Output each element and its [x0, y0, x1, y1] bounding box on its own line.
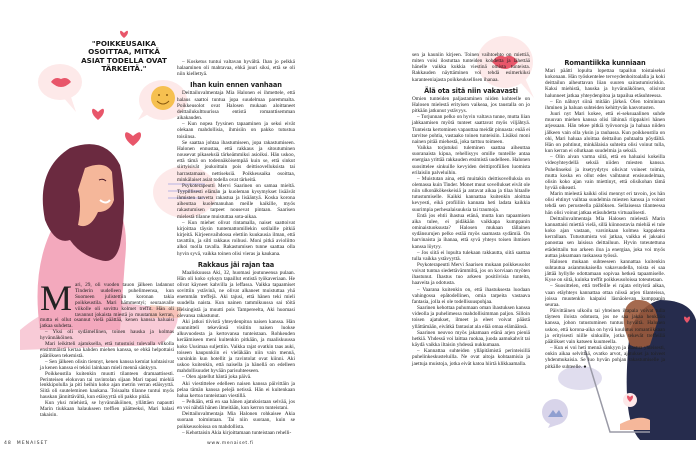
paragraph: Poikkeustila kuitenkin muutti tilanteen dramaattisesti. Perinteisen elokuvan tai ravintolan sijaan Mari tapasi miehiä lenkkipolulla ja piti heihin koko ajan metrin verran etäisyyttä. Siitä oli suuteleminen kaukana. Toisaalta tilanne tuntui myös hauskan jännittävältä, kun etäisyyttä oli pakko pitää.: [40, 370, 174, 401]
paragraph: – Sen jälkeen olisin tiennyt, kenen kanssa kemiat kohtaisivat ja kenen kanssa ei tekisi lainkaan mieli mennä sänkyyn.: [40, 358, 174, 371]
heart-icon: [125, 132, 141, 146]
paragraph: Entä jos ehtii ihastua etänä, mutta kun tapaamisen aika tulee, ei pidäkään vaikkapa kumppanin ominaistuoksusta? Halosen mukaan tällainen sydänsurujen pelko estää myös saamasta sydämiä. On harvinaista ja ihanaa, että syvä yhteys toisen ihmisen kanssa löytyy.: [412, 212, 530, 250]
paragraph: Deittailuvalmentaja Mia Halonen rohkaisee Akia suoraan toimintaan. Tai niin suoraan, kuin se poikkeusoloissa on mahdollista.: [177, 411, 295, 430]
paragraph: – Muistutan aina, että muitakin deittisovelluksia on olemassa kuin Tinder. Monet muut sovellukset eivät ole niin ulkonäkökeskeisiä ja antavat aikaa ja tilaa hitaalle tutustumiselle. Kaikki kannattaa kuitenkin aloittaa kevyesti, eikä profiiliin kannata heti ladata kaikkia suurimpia perhesalaisuuksia tai traumoja.: [412, 175, 530, 213]
drop-cap: M: [40, 278, 73, 318]
section-heading: Rakkaus jäi rajan taa: [197, 260, 275, 269]
column-c: [412, 52, 530, 432]
article-intro: [40, 278, 174, 330]
paragraph: Deittailuvalmentaja Mia Halosen mielestä Marin kannattaisi miettiä vielä, sillä kiinnostavia miehiä ei tule koko ajan vastaan, varsinkaan kolmea kappaletta kerrallaan. Tutustumista voi jatkaa, vaikka ei jaksaisi panostaa sen laisissa deittailuun. Hyvin toteutettuna etädeittailu tuo arkeen iloa ja energiaa, joka voi myös auttaa jaksamaan raskaassa työssä.: [545, 215, 665, 259]
paragraph: – Pelkään, että en saa hänen ajatuksistaan selvää, jos en voi nähdä hänen ilmeitään, kun kerron tunteistani.: [177, 398, 295, 412]
section-heading: Älä ota sitä niin vakavasti: [424, 86, 518, 95]
paragraph: Psykoterapeutti Mervi Saarisen mukaan poikkeusolot voivat tuntua siedettävämmiltä, jos on korviaan myöten ihastunut. Ihastus tuo arkeen positiivisia tunteita, haaveita ja odotusta.: [412, 262, 530, 287]
paragraph: – Kun ei voi heti mennä sänkyyn ja ihastua yhteisesti, onkin aikaa selvittää, ovatko arvot, ajatukset ja toiveet yhdenmukaisia. Se luo hyvän pohjan rakastumiselle ja pitkälle suhteelle. ●: [545, 345, 665, 370]
page-number: 48: [4, 441, 12, 446]
paragraph: Maaliskuussa Aki, 32, huomasi joutuneensa pulaan. Hän oli koko syksyn tapaillut entistä työkaveriaan. He olivat käyneet kahvilla ja leffassa. Vaikka tapaamiset sovittiin ystävinä, ne olivat alkaneet muistuttaa yhä enemmän treffejä. Aki tajusi, että hänen teki mieli suudella naista. Kun nainen tammikuussa sai töitä Helsingistä ja muutti pois Tampereelta, Aki huomasi olevansa rakastunut.: [177, 269, 295, 319]
paragraph: Halosen mukaan suhteeseen kannattaa kuitenkin suhtautua asianmukaisella vakavuudella, toista ei saa jättää hyllylle odottamaan sopivaa hetkeä tapaamiselle. Kyse on siitä, kuinka treffit poikkeusoloissa toteutetaan.: [545, 258, 665, 284]
section-heading: Ihan kuin ennen vanhaan: [190, 81, 282, 90]
paragraph: – Kosketus tuntui valtavan hyvältä. Ihan jo pelkkä halaaminen oli mahtavaa, ehkä juuri siksi, että se oli niin kiellettyä.: [177, 59, 295, 78]
section-heading: Romantiikka kunniaan: [564, 59, 646, 67]
paragraph: – Suosittelen, että treffeille ei rajata erityistä aikaa, vaan etäyhteys kannattaa ottaa niissä arjen tilanteissa, joissa muutenkin kaipaisi läsnäolevan kumppanin seuraa.: [545, 283, 665, 308]
paragraph: – Olen ajatellut häntä joka päivä.: [182, 374, 252, 381]
paragraph: Saarinen kehottaa puhumaan oman ihastuksen kanssa videolla ja puhelimessa mahdollisimman paljon. Silloin toisen ajatukset, ilmeet ja eleet voivat päästä yllättämään, eivätkä fantasiat ala elää omaa elämäänsä.: [412, 305, 530, 330]
paragraph: Se saattaa johtaa ihastumiseen, jopa rakastumiseen. Halonen ennustaa, että rakkaus ja sitoutuminen nousevat pikaseksiä tärkeämmiksi asioiksi. Hän uskoo, että tämä on todennäköisempää kuin se, että sinkut siirtyisivät joukoittain pois deittisovelluksista tai harrastamaan nettiseksiä. Poikkeusaika osoittaa, minkälaiset asiat todella ovat tärkeitä.: [177, 139, 295, 183]
footer-url: www.menaiset.fi: [207, 441, 254, 446]
pull-quote: "POIKKEUSAIKA OSOITTAA, MITKÄ ASIAT TODELLA OVAT TÄRKEITÄ.": [81, 39, 167, 74]
paragraph: Mari leikitteli ajatuksella, että tutustuisi tulevalla viikolla ensimmäistä kertaa kahden miehen kanssa, se ehkä helpottaisi päätöksen tekemistä.: [40, 341, 174, 359]
column-d: [545, 55, 665, 390]
paragraph: Saarinen neuvoo myös jakamaan etänä arjen pieniä hetkiä. Yhdessä voi laittaa ruokaa, juoda aamukahvit tai käydä vaikka iltaisin yhdessä nukkumaan.: [412, 329, 530, 349]
paragraph: Kun yksi miehistä, se hyvännäköinen, yllättäen napautti Marin tiukkaan halaukseen treffien päätteeksi, Mari halasi takaisin.: [40, 400, 174, 418]
paragraph: – Jos siitä ei lopulta tulekaan rakkautta, siitä saattaa tulla vaikka ystävyyttä.: [412, 249, 530, 262]
heart-icon: [120, 31, 128, 38]
paragraph: Omien tunteiden paljastaminen niiden kohteelle on Halosen mielestä erityisen vaikeaa, jos taustalla on jo pitkään jatkunut ystävyys.: [412, 95, 530, 115]
paragraph: Vaikka torjutuksi tuleminen saattaa aiheuttaa suoranaista kipua, rehellisyys omille tunteille antaa energiaa yrittää rakkauden etsimistä uudelleen. Halonen suosittelee sinkuille kevyiden deittiprofiilien luomista erilaisiin palveluihin.: [412, 145, 530, 176]
paragraph: – Torjunnan pelko on hyvin valtava tunne, mutta liian jahkaamisen myötä tunteet saattavat myös viljähtyä. Tunteista kertominen vapauttaa meidät pinnasta: enää ei tarvitse pohtia, vastaako toinen tunteisiin. Lisäksi moni nainen pitää miehestä, joka tarttuu toimeen.: [412, 114, 530, 145]
magazine-name: MENAISET: [16, 441, 49, 446]
paragraph: – Kannattaa suhteiden ylläpitämistä perinteisillä puhelinkeskusteluilla. Ne ovat aitoja kohtaamisia ja jaettuja muistoja, jotka eivät katoa hiirtä klikkaamalla.: [412, 348, 530, 367]
paragraph: Deittailuvalmentaja Mia Halonen ei ihmettele, että halaus saattoi tuntua jopa suudelmaa paremmalta. Poikkeusolot ovat Halosen mukaan aloittaneet deittailukulttuurissa entistä romanttisemman aikakauden.: [177, 90, 295, 122]
paragraph: Aki viestittelee edelleen naisen kanssa päivittäin ja pelaa tämän kanssa pelejä netissä. Hän ei kuitenkaan halua kertoa tunteistaan viestillä.: [177, 380, 295, 399]
paragraph: Aki jatkoi tiivistä yhteydenpitoa naisen kanssa. Hän suunnitteli tekevänsä visiitin naisen luokse alkuvuodesta ja kertovansa tunteistaan. Rohkeuden keräämiseen meni kuitenkin pitkään, ja maaliskuussa koko Uusimaa suljettiin. Vaikka rajat ovatkin taas auki, toiseen kaupunkiin ei vieläkään niin vain mennä, varsinkin kun hotellit ja ravintolat ovat kiinni. Aki uskoo kuitenkin, että naisella ja hänellä on edelleen mahdollisuudet hyvään parisuhteeseen.: [177, 318, 295, 375]
paragraph: Mari päätti lopulta lopettaa tapailun toistaiseksi kokonaan. Hän työskentelee terveydenhoitoalalla ja koki deittailun aiheuttavan liian suuren sairastumisriskin. Kaksi miehistä, hauska ja hyvännäköinen, olisivat halunneet jatkaa yhteydenpitoa ja tapailua etäsuhteessa.: [545, 68, 665, 99]
paragraph: – Kun miehet olivat rintamalla, naiset saattoivat kirjoittaa täysin tuntemattomillekin sotilaille pitkiä kirjeitä. Kirjeenvaihdossa elettiin kuukausia ilman, että tavattiin, ja silti rakkaus roihusi. Moni pitkä avioliitto alkoi tuolla tavalla. Rakastumisen tunne saattaa olla hyvin syvä, vaikka toinen olisi vieras ja kaukana.: [177, 219, 295, 257]
paragraph: Päivittäinen ulkoilu tai yhteinen iltapala voivat tulla täyteen iloista odotusta, jos ne saa jakaa henkilön kanssa, johon tutustuminen tuntuu hyvältä. Halonen uskoo, että korona-aika on hyvä koulutus romantiikkaan ja erityisesti niille sinkuille, jotka tekevät treffeillä päätökset vain katseen kuumeella.: [545, 308, 665, 345]
lips-speech-bubble: [38, 64, 82, 112]
paragraph: ari, 29, oli vuoden tauon jälkeen ladannut Tinderin uudelleen puhelimeensa, kun Suomeen julistettiin koronan takia poikkeustila. Mari hämmentyi; seuraavalle viikolle oli sovittu kolmet treffit. Hän oli tavannut jokaista miestä jo muutaman kerran, mutta ei ollut osannut vielä päättää, kenen kanssa haluaisi jatkaa suhdetta.: [40, 282, 174, 330]
paragraph: Marin mielestä kaikki olisi mennyt eri tavoin, jos hän olisi ehtinyt vaihtaa suudelmia miesten kanssa ja voinut tehdä sen perusteella päätöksen. Sellaisessa tilanteessa hän olisi voinut jatkaa etäsuhdetta virtuaalisesti.: [545, 191, 665, 216]
paragraph: Juuri nyt Mari kokee, että ei-seksuaalinen suhde muuvan miehen kanssa olisi lähinnä riippakivi hänen arjessaan. Hän tekee pitkiä työvuoroja ja haluaa niiden jälkeen vain olla yksin ja rauhassa. Kun poikkeustila on ohi, Mari haluaa aloittaa deittailun puhtaalta pöydältä. Hän on pohtinut, minkälaisia suhteita olisi voinut tulla, kun kerran ei ollutkaan suudelmia ja seksiä.: [545, 111, 665, 155]
paragraph: – Olin aivan varma siitä, että en haluaisi kokeilla videoyhteydellä seksiä niiden miesten kanssa. Puhelinseksi ja itsetyydytys olisivat voineet toimia, mutta koska en ollut edes vaihtanut ensisuudelmaa, olisin koko ajan vain miettinyt, että olisikohan tämä hyvää oikeasti.: [545, 154, 665, 191]
paragraph: – Vaarana kuitenkin on, että ihastuksesta luodaan vahingossa epätodellinen, omia tarpeita vastaava fantasia, jolla ei ole todellisuuspohjaa.: [412, 286, 530, 305]
image-speech-bubble: [542, 399, 568, 428]
paragraph: – Kun nopea fyysinen tapaaminen ja seksi eivät olekaan mahdollisia, ihmisiin on pakko tutustua toisiinsa.: [177, 121, 295, 140]
paragraph: Psykoterapeutti Mervi Saarinen on samaa mieltä. Tyypillisesti elämän ja kuoleman kysymykset lisäävät ihmisten tarvetta rakastua ja lisääntyä. Koska korona aiheuttaa kuolemanuhan meille kaikille, myös rakastumisen tarpeet nousevat pintaan. Saarisen mielestä tilanne muistuttaa sota-aikaa.: [177, 182, 295, 220]
paragraph: sen ja kauniin kirjeen. Toinen vaihtoehto on miettiä, miten voisi ilostuttaa tunteiden kohdetta ja lähettää hänelle vaikka kukkia viestinä omista tunteista. Rakkauden näyttäminen voi tehdä esimerkiksi karanteeniajasta poikkeuksellisen ihanaa.: [412, 52, 530, 83]
footer-left: [4, 441, 48, 446]
paragraph: – En nähnyt siinä mitään järkeä. Olen toiminnan ihminen ja haluan suhteiden kehittyvän kasvotusten.: [545, 98, 665, 111]
column-a: [40, 278, 174, 439]
column-b: [177, 59, 295, 436]
paragraph: – Yksi oli sydämellinen, toinen hauska ja kolmas hyvännäköinen.: [40, 329, 174, 342]
smiley-icon: [151, 86, 175, 110]
heart-icon: [92, 109, 104, 120]
paragraph: – Kehottaisin Akia kirjoittamaan tunteistaan rehelli-: [182, 429, 292, 436]
